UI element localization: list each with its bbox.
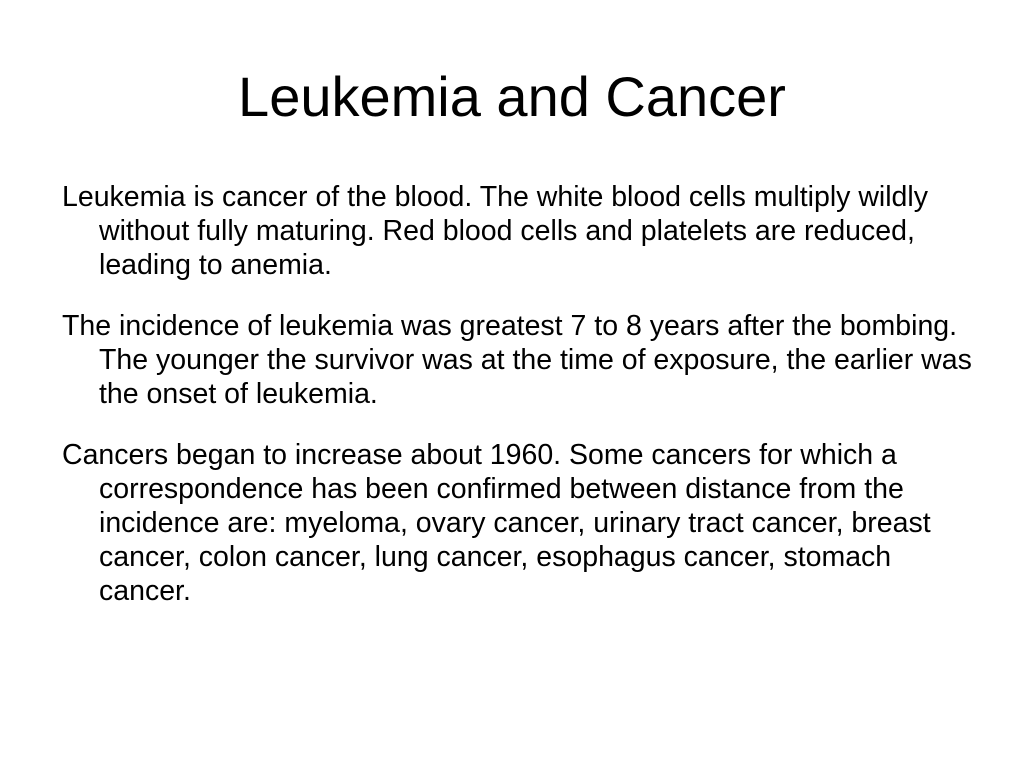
paragraph-leukemia-incidence: The incidence of leukemia was greatest 7 to 8 years after the bombing. The younger the survivor was at the time of exposure, the earlier was the onset of leukemia.: [62, 310, 972, 410]
paragraph-cancer-increase: Cancers began to increase about 1960. Some cancers for which a correspondence has been confirmed between distance from the incidence are: myeloma, ovary cancer, urinary tract cancer, breast cancer, colon cancer, lung cancer, esophagus cancer, stomach cancer.: [62, 439, 931, 607]
slide-title: Leukemia and Cancer: [238, 65, 786, 128]
paragraph-leukemia-definition: Leukemia is cancer of the blood. The white blood cells multiply wildly without fully maturing. Red blood cells and platelets are reduced, leading to anemia.: [62, 181, 928, 281]
slide-body: [62, 180, 974, 635]
